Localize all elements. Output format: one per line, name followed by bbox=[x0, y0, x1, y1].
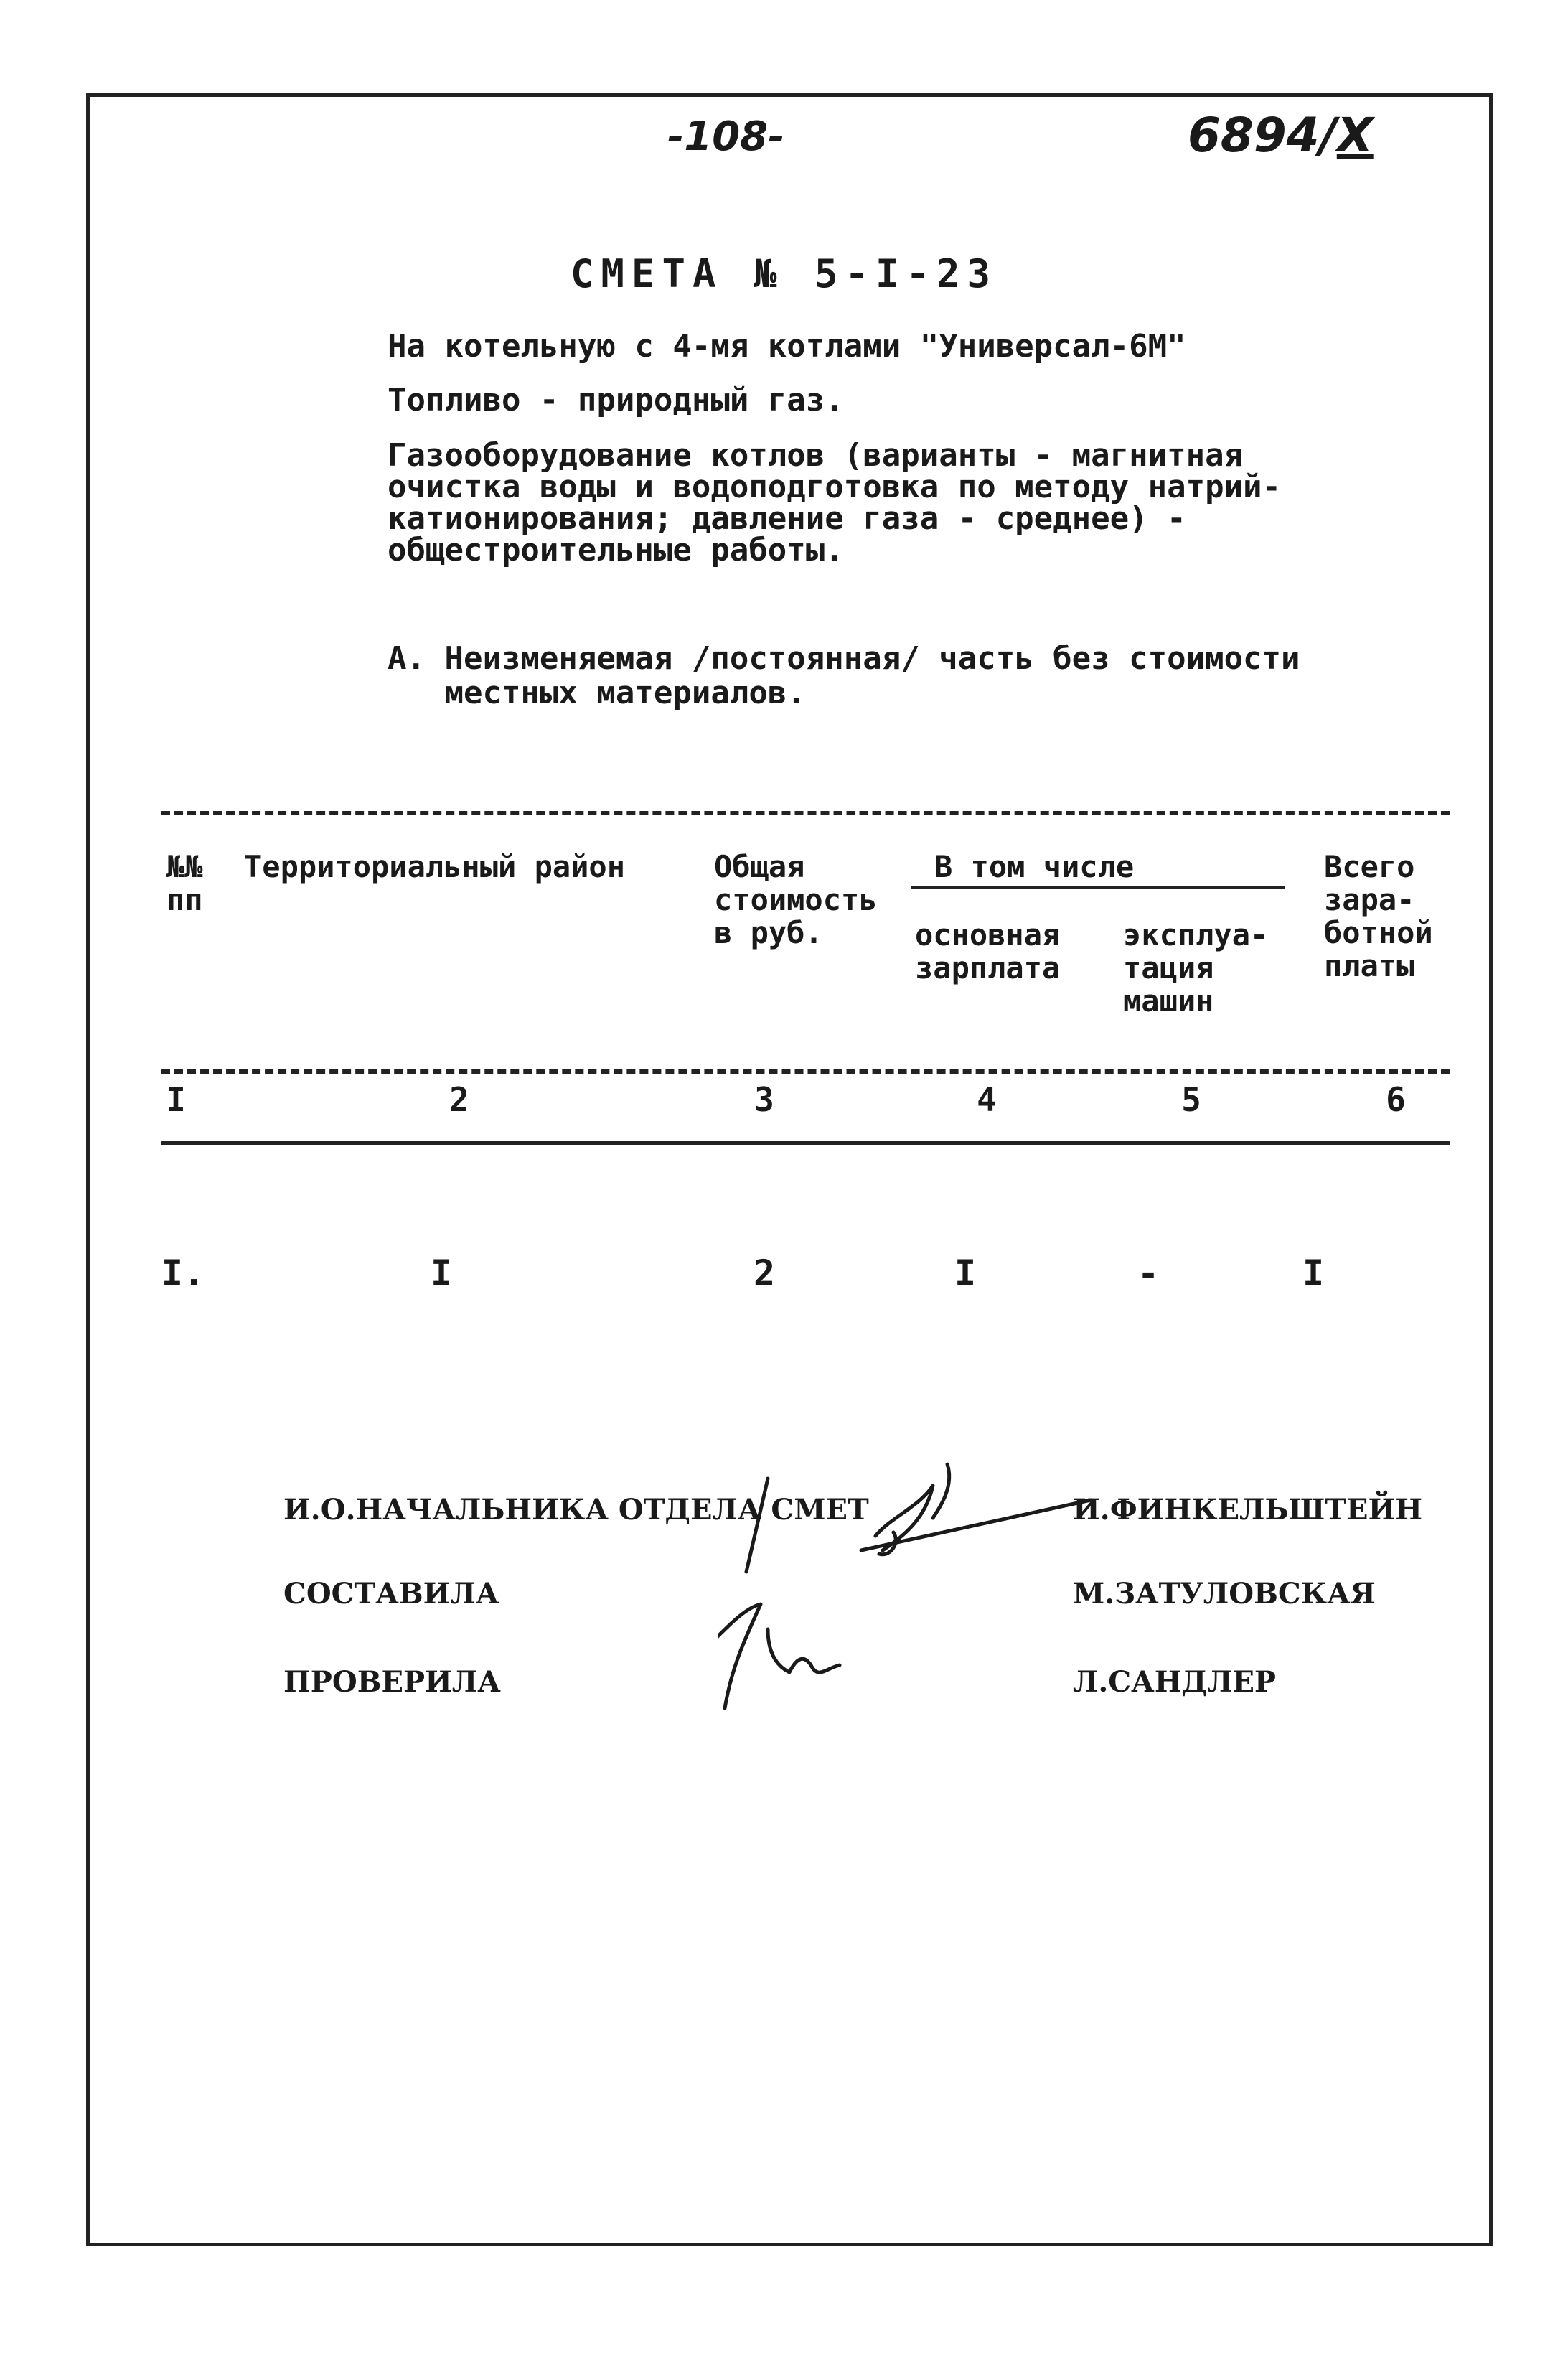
row-1-base-wage: I bbox=[954, 1252, 977, 1294]
signature-stroke bbox=[718, 1604, 761, 1708]
row-1-number: I. bbox=[161, 1252, 205, 1294]
header-col-base-wage: основная зарплата bbox=[915, 917, 1061, 985]
header-group-underline bbox=[911, 886, 1285, 889]
column-numbers-bottom-rule bbox=[161, 1141, 1450, 1145]
description-line-1: Газооборудование котлов (варианты - магнитная bbox=[388, 437, 1244, 474]
signature-name-checked: Л.САНДЛЕР bbox=[1073, 1665, 1277, 1699]
header-group-including: В том числе bbox=[934, 849, 1135, 884]
column-number-6: 6 bbox=[1386, 1080, 1406, 1119]
handwritten-signatures bbox=[718, 1450, 1105, 1751]
column-number-2: 2 bbox=[449, 1080, 469, 1119]
header-col-total-wage: Всего зара- ботной платы bbox=[1324, 849, 1433, 983]
header-col-region: Территориальный район bbox=[244, 849, 626, 884]
header-col-total-cost: Общая стоимость в руб. bbox=[714, 849, 878, 950]
signature-stroke bbox=[768, 1629, 840, 1672]
header-col-number: №№ пп bbox=[166, 849, 203, 917]
section-line-2: местных материалов. bbox=[388, 675, 806, 711]
row-1-total-cost: 2 bbox=[753, 1252, 776, 1294]
header-col-machine-operation: эксплуа- тация машин bbox=[1123, 917, 1269, 1018]
subtitle-line-1: На котельную с 4-мя котлами "Универсал-6М" bbox=[388, 328, 1186, 365]
page-number: -108- bbox=[667, 113, 785, 160]
description-line-4: общестроительные работы. bbox=[388, 532, 844, 568]
description-line-3: катионирования; давление газа - среднее) - bbox=[388, 500, 1186, 537]
table-top-rule bbox=[161, 811, 1450, 815]
column-number-5: 5 bbox=[1181, 1080, 1201, 1119]
signature-name-head: И.ФИНКЕЛЬШТЕЙН bbox=[1073, 1493, 1423, 1527]
signature-role-head: И.О.НАЧАЛЬНИКА ОТДЕЛА СМЕТ bbox=[283, 1493, 869, 1527]
section-line-1: А. Неизменяемая /постоянная/ часть без стоимости bbox=[388, 640, 1300, 677]
header-bottom-rule bbox=[161, 1069, 1450, 1074]
column-number-4: 4 bbox=[977, 1080, 997, 1119]
signature-role-checked: ПРОВЕРИЛА bbox=[283, 1665, 501, 1699]
description-line-2: очистка воды и водоподготовка по методу натрий- bbox=[388, 469, 1282, 505]
row-1-region: I bbox=[430, 1252, 453, 1294]
signature-stroke bbox=[746, 1479, 768, 1572]
signature-stroke bbox=[933, 1464, 949, 1518]
column-number-3: 3 bbox=[754, 1080, 774, 1119]
estimate-title: СМЕТА № 5-I-23 bbox=[570, 251, 998, 296]
document-code: 6894/X bbox=[1188, 108, 1374, 163]
column-number-1: I bbox=[166, 1080, 186, 1119]
row-1-total-wage: I bbox=[1302, 1252, 1325, 1294]
row-1-machine-operation: - bbox=[1137, 1252, 1160, 1294]
signature-role-compiled: СОСТАВИЛА bbox=[283, 1577, 499, 1611]
signature-name-compiled: М.ЗАТУЛОВСКАЯ bbox=[1073, 1577, 1376, 1611]
subtitle-line-2: Топливо - природный газ. bbox=[388, 382, 844, 418]
